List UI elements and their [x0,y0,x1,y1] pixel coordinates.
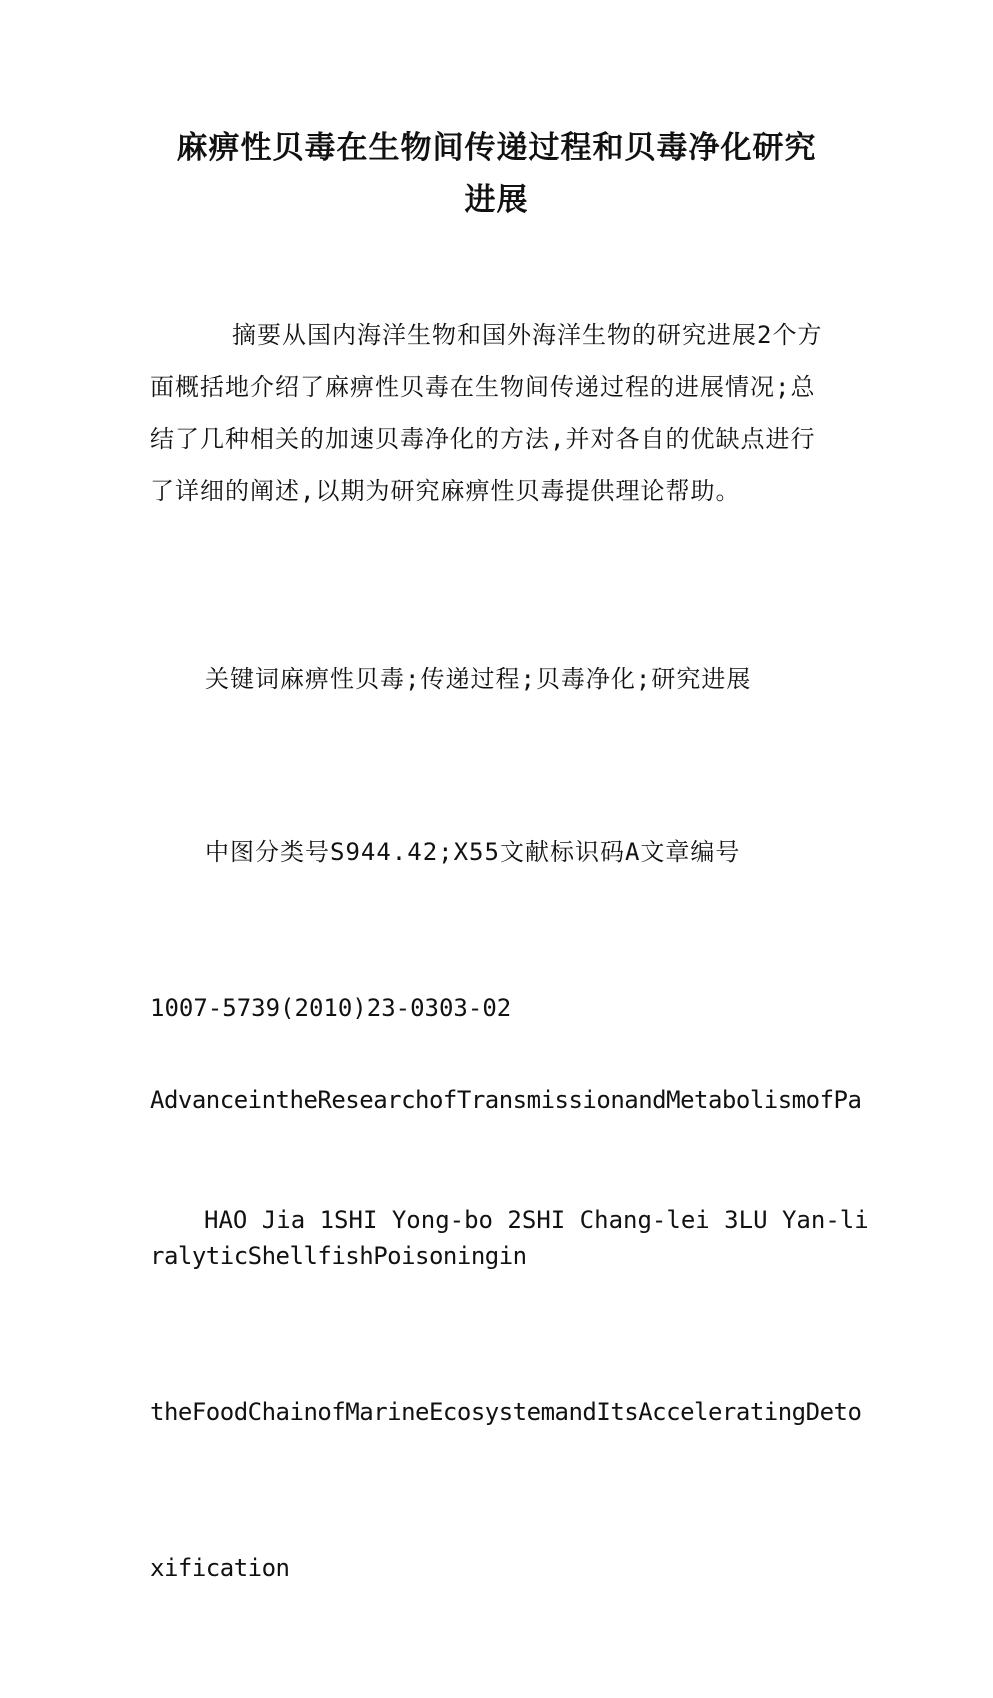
title-line-2: 进展 [464,182,529,218]
english-title [150,970,862,1698]
classification-line-2: 1007-5739(2010)23-0303-02 [150,994,512,1022]
classification-line-1: 中图分类号S944.42;X55文献标识码A文章编号 [205,838,741,866]
english-title-line-3: theFoodChainofMarineEcosystemandItsAcceleratingDeto [150,1398,862,1426]
abstract-paragraph: 摘要从国内海洋生物和国外海洋生物的研究进展2个方面概括地介绍了麻痹性贝毒在生物间传递过程的进展情况;总结了几种相关的加速贝毒净化的方法,并对各自的优缺点进行了详细的阐述,以期为研究麻痹性贝毒提供理论帮助。 [150,321,823,505]
title-line-1: 麻痹性贝毒在生物间传递过程和贝毒净化研究 [176,130,817,166]
authors-line: HAO Jia 1SHI Yong-bo 2SHI Chang-lei 3LU Yan-li [204,1206,869,1234]
english-title-line-1: AdvanceintheResearchofTransmissionandMetabolismofPa [150,1086,862,1114]
keywords-line: 关键词麻痹性贝毒;传递过程;贝毒净化;研究进展 [205,665,752,693]
document-title [150,122,843,226]
english-title-line-4: xification [150,1554,290,1582]
english-title-line-2: ralyticShellfishPoisoningin [150,1242,527,1270]
